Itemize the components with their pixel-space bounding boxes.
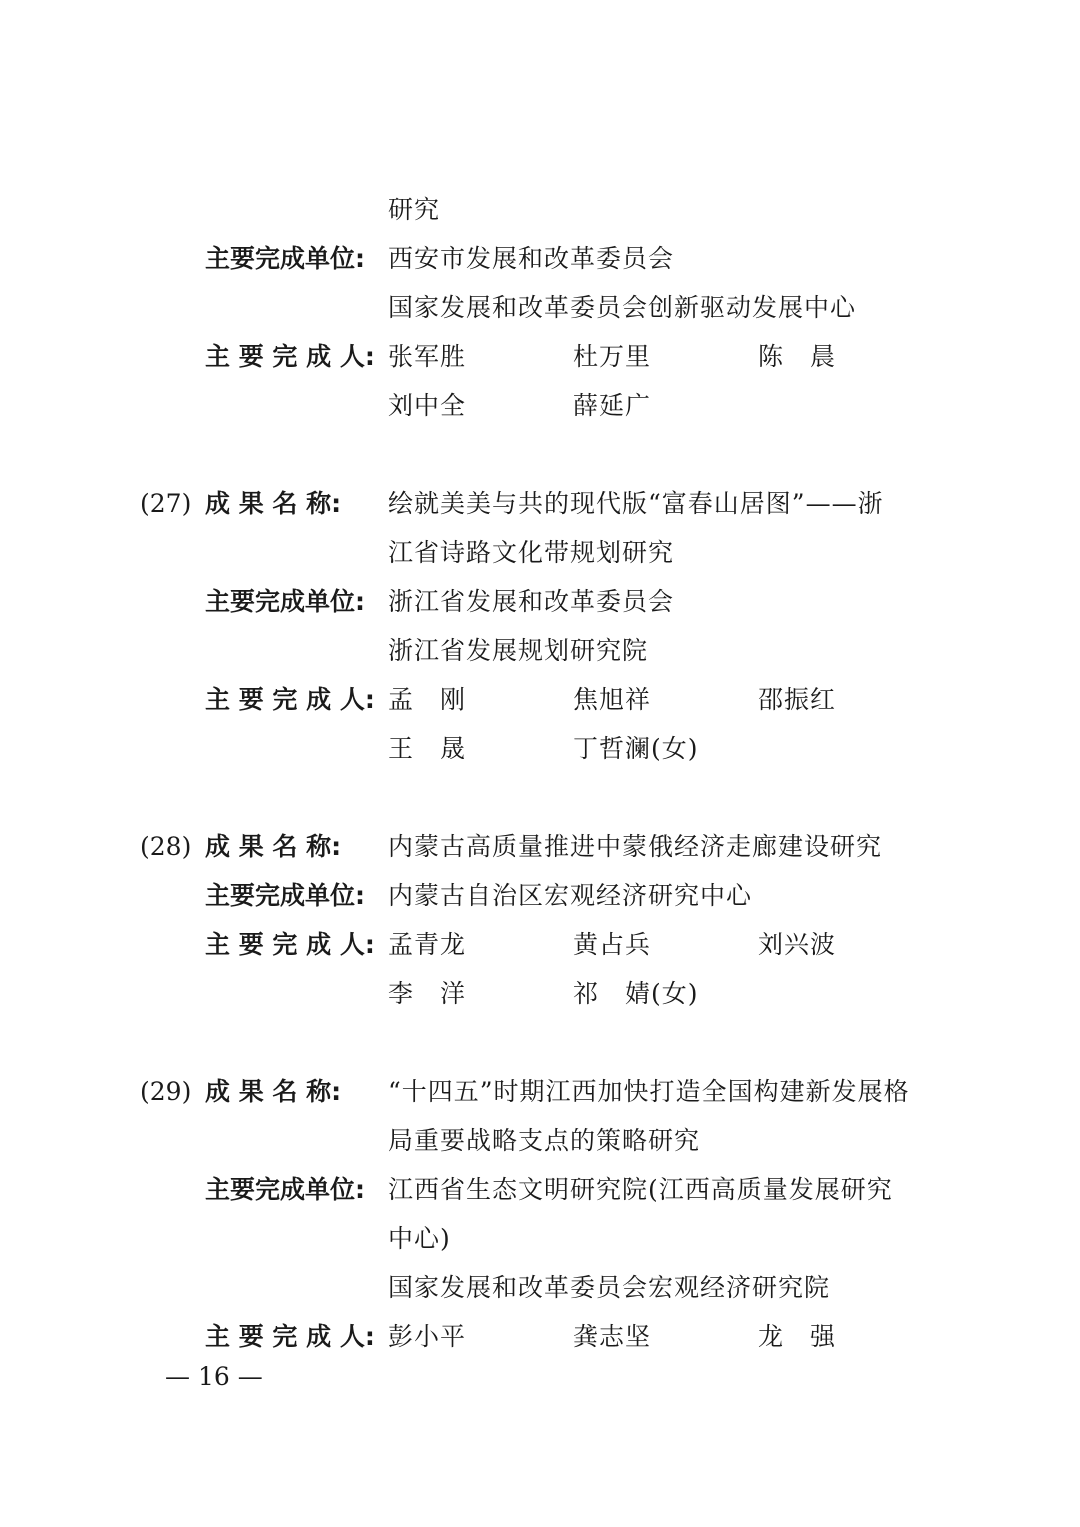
entry29-title: “十四五”时期江西加快打造全国构建新发展格 [388,1077,910,1106]
entry28-title: 内蒙古高质量推进中蒙俄经济走廊建设研究 [388,832,883,861]
entry26-unit: 国家发展和改革委员会创新驱动发展中心 [388,293,857,322]
unit-label: 主要完成单位: [205,244,365,273]
entry28-persons-line-2 [0,974,1080,1014]
entry28-unit-line-1 [0,876,1080,916]
entry29-title-line-1 [0,1072,1080,1112]
persons-label: 主 要 完 成 人: [205,342,375,371]
entry27-person: 王 晟 [388,734,467,763]
unit-label: 主要完成单位: [205,881,365,910]
entry28-person: 孟青龙 [388,930,467,959]
entry27-unit-line-2 [0,631,1080,671]
entry26-person: 杜万里 [573,342,652,371]
entry26-unit: 西安市发展和改革委员会 [388,244,675,273]
entry27-persons-line-1 [0,680,1080,720]
entry28-unit: 内蒙古自治区宏观经济研究中心 [388,881,753,910]
entry29-persons-line-1 [0,1317,1080,1357]
entry29-unit: 中心) [388,1224,451,1253]
entry29-unit: 国家发展和改革委员会宏观经济研究院 [388,1273,831,1302]
entry28-person: 祁 婧(女) [573,979,699,1008]
entry29-person: 龙 强 [758,1322,837,1351]
entry29-unit: 江西省生态文明研究院(江西高质量发展研究 [388,1175,893,1204]
entry27-title: 江省诗路文化带规划研究 [388,538,675,567]
entry29-person: 彭小平 [388,1322,467,1351]
entry26-person: 薛延广 [573,391,652,420]
entry27-person: 邵振红 [758,685,837,714]
entry26-person: 陈 晨 [758,342,837,371]
name-label: 成 果 名 称: [205,1077,342,1106]
persons-label: 主 要 完 成 人: [205,1322,375,1351]
entry28-number: (28) [140,832,192,861]
entry27-unit: 浙江省发展和改革委员会 [388,587,675,616]
entry27-title-line-2 [0,533,1080,573]
entry27-persons-line-2 [0,729,1080,769]
entry28-person: 刘兴波 [758,930,837,959]
entry27-person: 孟 刚 [388,685,467,714]
persons-label: 主 要 完 成 人: [205,685,375,714]
persons-label: 主 要 完 成 人: [205,930,375,959]
entry28-person: 黄占兵 [573,930,652,959]
entry26-unit-line-1 [0,239,1080,279]
entry29-unit-line-2 [0,1219,1080,1259]
entry27-title-line-1 [0,484,1080,524]
entry29-unit-line-3 [0,1268,1080,1308]
entry27-title: 绘就美美与共的现代版“富春山居图”——浙 [388,489,884,518]
entry29-number: (29) [140,1077,192,1106]
entry26-unit-line-2 [0,288,1080,328]
entry26-persons-line-2 [0,386,1080,426]
entry26-title-cont: 研究 [388,195,441,224]
entry29-person: 龚志坚 [573,1322,652,1351]
entry28-title-line-1 [0,827,1080,867]
name-label: 成 果 名 称: [205,489,342,518]
entry27-number: (27) [140,489,192,518]
entry29-title: 局重要战略支点的策略研究 [388,1126,701,1155]
unit-label: 主要完成单位: [205,587,365,616]
entry27-unit-line-1 [0,582,1080,622]
entry28-persons-line-1 [0,925,1080,965]
entry26-persons-line-1 [0,337,1080,377]
unit-label: 主要完成单位: [205,1175,365,1204]
entry27-person: 丁哲澜(女) [573,734,699,763]
entry27-person: 焦旭祥 [573,685,652,714]
entry26-person: 刘中全 [388,391,467,420]
entry29-title-line-2 [0,1121,1080,1161]
page-number: — 16 — [165,1362,263,1391]
name-label: 成 果 名 称: [205,832,342,861]
entry26-title-line [0,190,1080,230]
entry26-person: 张军胜 [388,342,467,371]
entry27-unit: 浙江省发展规划研究院 [388,636,649,665]
entry28-person: 李 洋 [388,979,467,1008]
entry29-unit-line-1 [0,1170,1080,1210]
